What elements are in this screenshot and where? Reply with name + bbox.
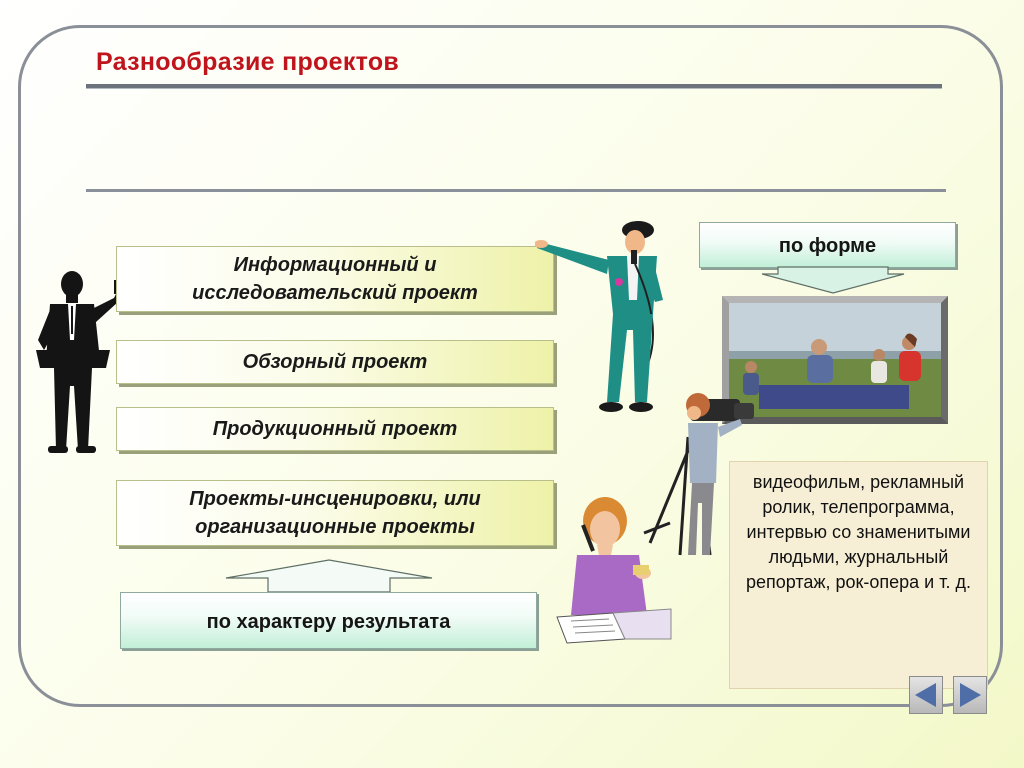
- family-picnic-illustration: [729, 303, 941, 417]
- form-examples-text: видеофильм, рекламный ролик, телепрограмма, интервью со знаменитыми людьми, журнальный репортаж, рок-опера и т. д.: [746, 472, 971, 592]
- result-criterion-box: [120, 592, 537, 649]
- project-type-production-label: Продукционный проект: [212, 418, 458, 440]
- project-type-production: [116, 407, 554, 451]
- project-type-review: [116, 340, 554, 384]
- slide-title: Разнообразие проектов: [96, 48, 400, 76]
- form-criterion-label: по форме: [778, 235, 877, 257]
- section-divider: [86, 189, 946, 192]
- next-slide-button[interactable]: [953, 676, 987, 714]
- project-type-staging-label: Проекты-инсценировки, или организационные проекты: [189, 488, 481, 538]
- down-arrow-icon: [758, 266, 908, 294]
- form-examples-box: [729, 461, 988, 689]
- up-arrow-icon: [222, 558, 436, 594]
- project-type-research: [116, 246, 554, 312]
- project-type-review-label: Обзорный проект: [242, 351, 428, 373]
- woman-on-phone-clipart-image: [553, 495, 673, 647]
- triangle-left-icon: [910, 677, 942, 713]
- project-type-research-label: Информационный и исследовательский проект: [192, 254, 478, 304]
- triangle-right-icon: [954, 677, 986, 713]
- speaker-silhouette-image: [30, 270, 125, 455]
- prev-slide-button[interactable]: [909, 676, 943, 714]
- result-criterion-label: по характеру результата: [206, 611, 451, 633]
- title-underline-shadow: [86, 88, 942, 89]
- form-criterion-box: [699, 222, 956, 268]
- project-type-staging: [116, 480, 554, 546]
